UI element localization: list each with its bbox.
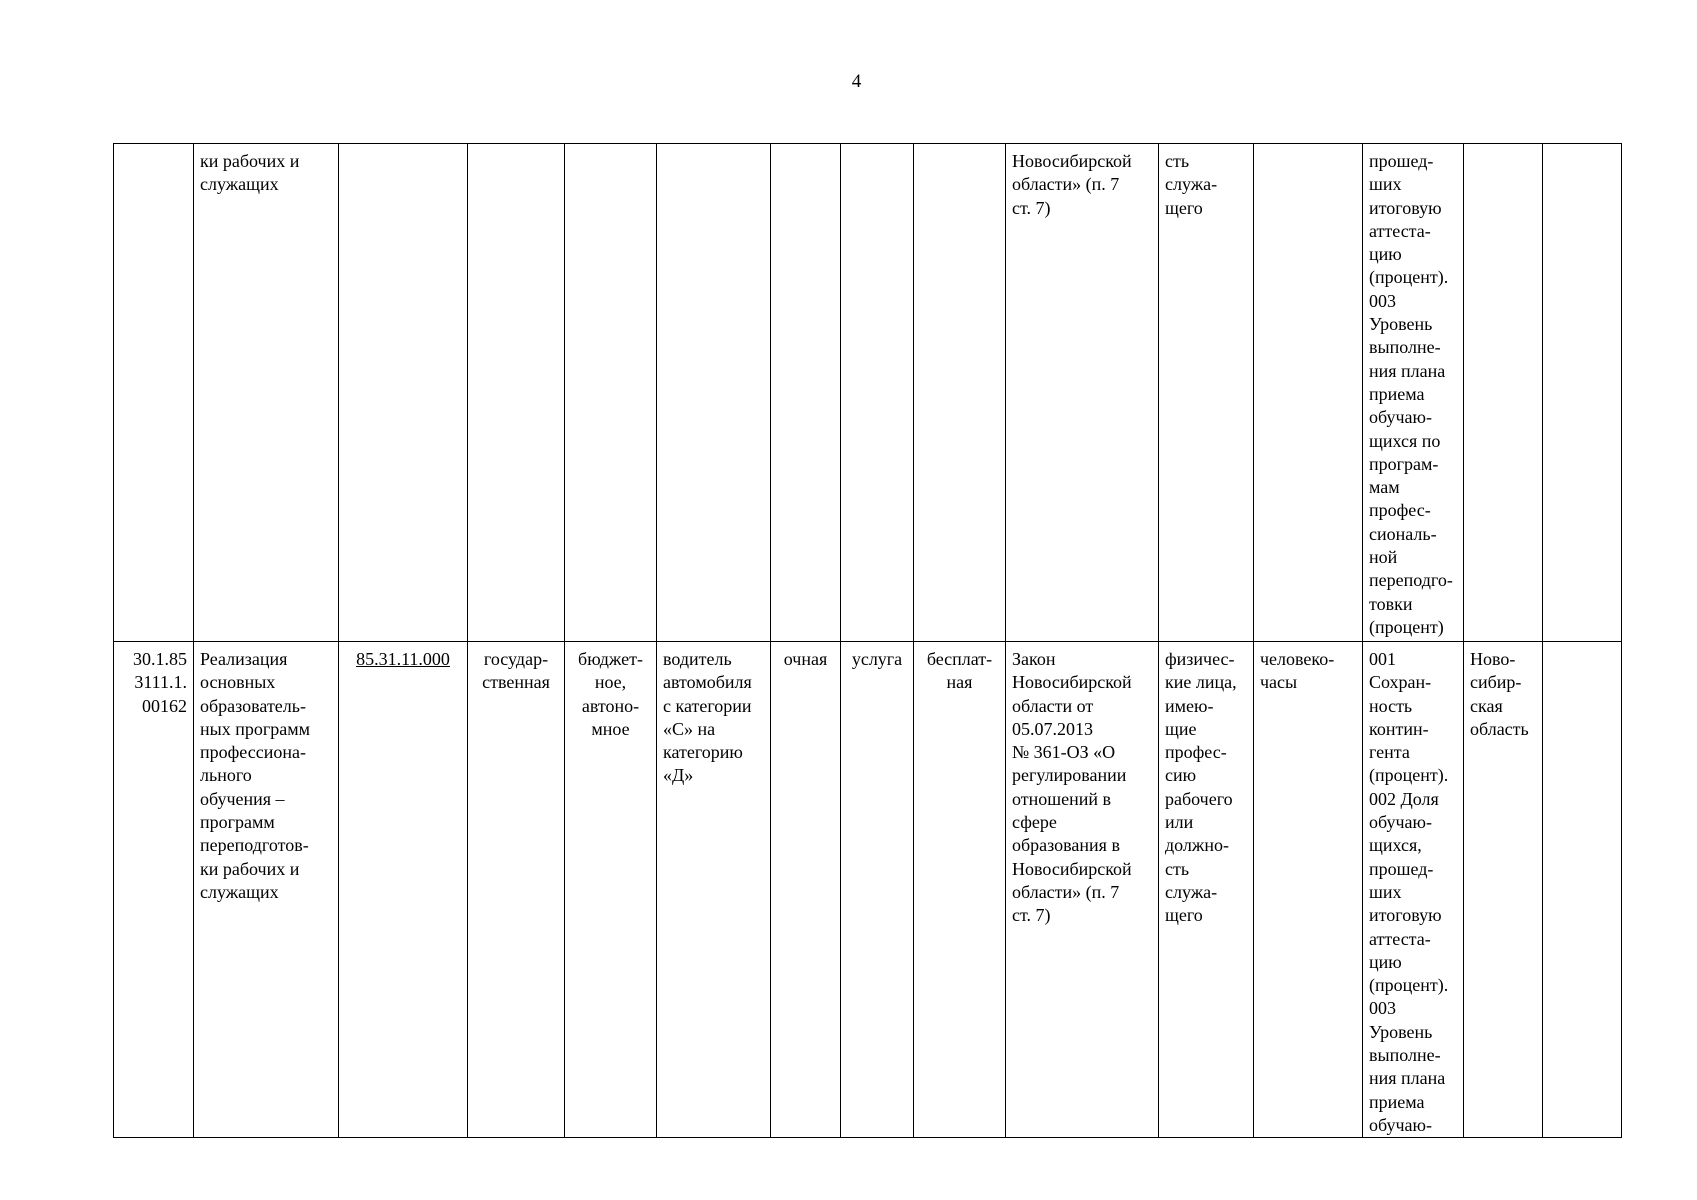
cell-content xyxy=(657,144,771,642)
table-row xyxy=(114,144,1622,642)
table-row xyxy=(114,642,1622,1138)
services-table xyxy=(113,143,1622,1138)
cell-institution-type xyxy=(468,144,565,642)
cell-consumers: физичес- кие лица, имею- щие профес- сию рабочего или должно- сть служа- щего xyxy=(1159,642,1254,1138)
cell-extra xyxy=(1543,642,1622,1138)
cell-payment xyxy=(914,144,1006,642)
cell-category xyxy=(841,144,914,642)
cell-volume-indicator xyxy=(1254,144,1363,642)
cell-region: Ново- сибир- ская область xyxy=(1464,642,1543,1138)
cell-extra xyxy=(1543,144,1622,642)
okved-link[interactable]: 85.31.11.000 xyxy=(356,649,450,669)
cell-form: очная xyxy=(771,642,841,1138)
cell-service-name: ки рабочих и служащих xyxy=(194,144,339,642)
cell-form xyxy=(771,144,841,642)
cell-category: услуга xyxy=(841,642,914,1138)
cell-consumers: сть служа- щего xyxy=(1159,144,1254,642)
cell-volume-indicator: человеко- часы xyxy=(1254,642,1363,1138)
cell-payment: бесплат- ная xyxy=(914,642,1006,1138)
cell-registry-code xyxy=(114,144,194,642)
cell-quality-indicators: 001 Сохран- ность контин- гента (процент). 002 Доля обучаю- щихся, прошед- ших итоговую аттеста- цию (процент). 003 Уровень выполне- ния плана приема обучаю- xyxy=(1363,642,1464,1138)
cell-legal-basis: Закон Новосибирской области от 05.07.2013 № 361-ОЗ «О регулировании отношений в сфере образования в Новосибирской области» (п. 7 ст. 7) xyxy=(1006,642,1159,1138)
cell-legal-basis: Новосибирской области» (п. 7 ст. 7) xyxy=(1006,144,1159,642)
cell-service-name: Реализация основных образователь- ных программ профессиона- льного обучения – программ переподготов- ки рабочих и служащих xyxy=(194,642,339,1138)
cell-institution-kind xyxy=(565,144,657,642)
cell-okved-code xyxy=(339,642,468,1138)
cell-registry-code: 30.1.85 3111.1. 00162 xyxy=(114,642,194,1138)
cell-quality-indicators: прошед- ших итоговую аттеста- цию (процент). 003 Уровень выполне- ния плана приема обучаю- щихся по програм- мам профес- сиональ- ной переподго- товки (процент) xyxy=(1363,144,1464,642)
cell-okved-code xyxy=(339,144,468,642)
cell-institution-type: государ- ственная xyxy=(468,642,565,1138)
cell-content: водитель автомобиля с категории «С» на категорию «Д» xyxy=(657,642,771,1138)
cell-region xyxy=(1464,144,1543,642)
page-number: 4 xyxy=(851,71,862,92)
cell-institution-kind: бюджет- ное, автоно- мное xyxy=(565,642,657,1138)
